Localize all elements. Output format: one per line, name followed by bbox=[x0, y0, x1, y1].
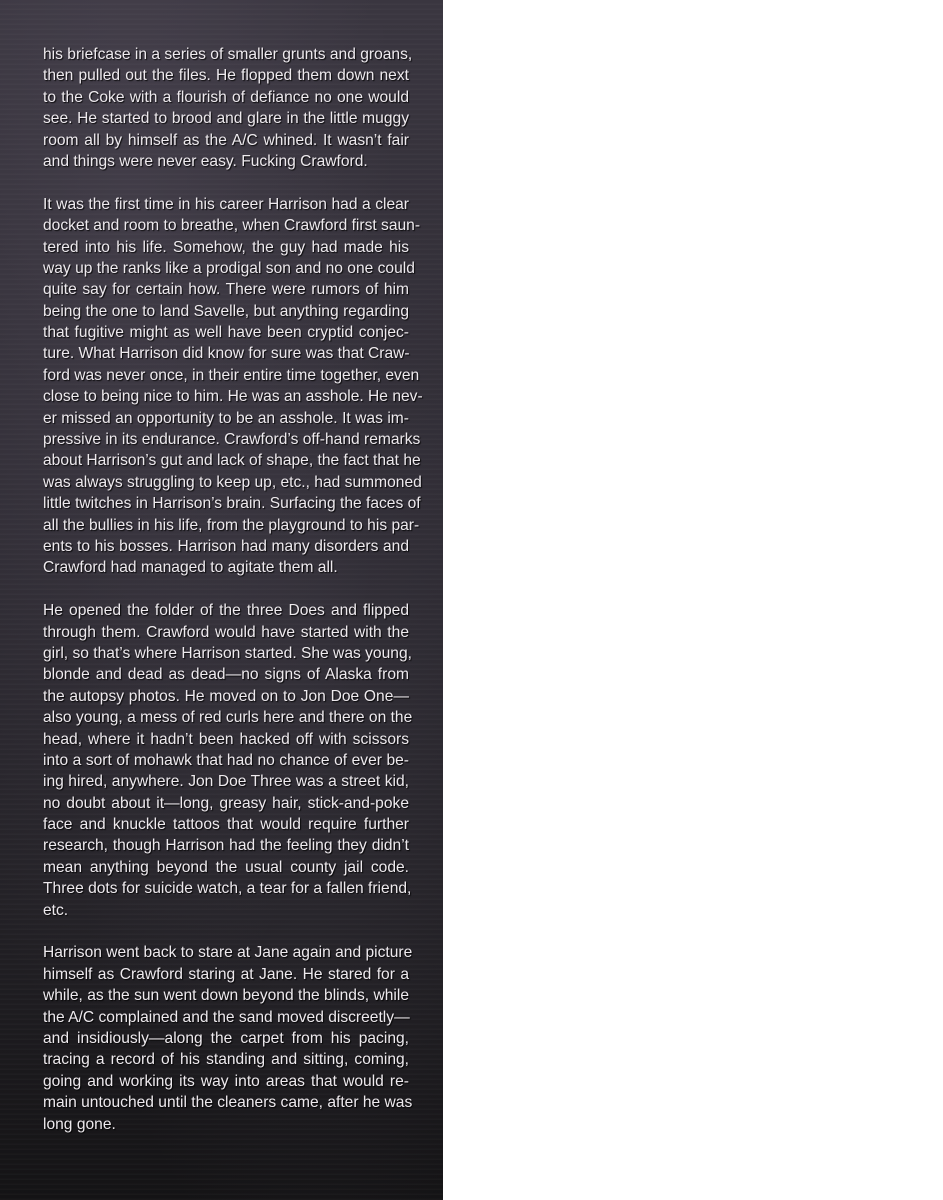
text-line: room all by himself as the A/C whined. It wasn’t fair bbox=[43, 131, 409, 149]
text-line: into a sort of mohawk that had no chance of ever be- bbox=[43, 751, 409, 769]
text-line: He opened the folder of the three Does and flipped bbox=[43, 602, 409, 620]
text-line: pressive in its endurance. Crawford’s off-hand remarks bbox=[43, 431, 421, 449]
text-line: himself as Crawford staring at Jane. He stared for a bbox=[43, 965, 409, 983]
text-line: the A/C complained and the sand moved discreetly— bbox=[43, 1008, 410, 1026]
text-line: going and working its way into areas that would re- bbox=[43, 1072, 409, 1090]
text-line: through them. Crawford would have started with the bbox=[43, 623, 409, 641]
text-line: the autopsy photos. He moved on to Jon Doe One— bbox=[43, 687, 409, 705]
text-line: tracing a record of his standing and sitting, coming, bbox=[43, 1051, 409, 1069]
paragraph bbox=[43, 942, 413, 1135]
text-line: tered into his life. Somehow, the guy had made his bbox=[43, 238, 409, 256]
text-line: that fugitive might as well have been cryptid conjec- bbox=[43, 324, 409, 342]
text-line: face and knuckle tattoos that would require further bbox=[43, 816, 409, 834]
paragraph bbox=[43, 194, 423, 579]
text-line: little twitches in Harrison’s brain. Surfacing the faces of bbox=[43, 495, 421, 513]
text-line: no doubt about it—long, greasy hair, stick-and-poke bbox=[43, 794, 409, 812]
text-line: long gone. bbox=[43, 1115, 116, 1133]
text-line: being the one to land Savelle, but anything regarding bbox=[43, 302, 409, 320]
text-line: ents to his bosses. Harrison had many disorders and bbox=[43, 537, 409, 555]
text-line: was always struggling to keep up, etc., had summoned bbox=[43, 473, 422, 491]
paragraph bbox=[43, 600, 413, 921]
text-line: er missed an opportunity to be an asshole. It was im- bbox=[43, 409, 409, 427]
text-line: while, as the sun went down beyond the blinds, while bbox=[43, 987, 409, 1005]
text-line: main untouched until the cleaners came, after he was bbox=[43, 1094, 413, 1112]
text-line: his briefcase in a series of smaller grunts and groans, bbox=[43, 46, 413, 63]
text-line: mean anything beyond the usual county jail code. bbox=[43, 858, 409, 876]
text-line: also young, a mess of red curls here and there on the bbox=[43, 709, 413, 727]
text-line: and things were never easy. Fucking Crawford. bbox=[43, 152, 368, 170]
text-line: about Harrison’s gut and lack of shape, the fact that he bbox=[43, 452, 421, 470]
text-line: etc. bbox=[43, 901, 69, 919]
story-text bbox=[43, 44, 423, 1156]
text-line: It was the first time in his career Harrison had a clear bbox=[43, 195, 409, 213]
text-line: Crawford had managed to agitate them all. bbox=[43, 559, 338, 577]
text-line: all the bullies in his life, from the playground to his par- bbox=[43, 516, 420, 534]
text-line: ture. What Harrison did know for sure was that Craw- bbox=[43, 345, 410, 363]
text-line: close to being nice to him. He was an asshole. He nev- bbox=[43, 388, 423, 406]
dark-text-panel bbox=[0, 0, 443, 1200]
text-line: blonde and dead as dead—no signs of Alaska from bbox=[43, 666, 409, 684]
paragraph bbox=[43, 44, 413, 172]
text-line: and insidiously—along the carpet from his pacing, bbox=[43, 1029, 409, 1047]
text-line: research, though Harrison had the feeling they didn’t bbox=[43, 837, 409, 855]
text-line: quite say for certain how. There were rumors of him bbox=[43, 281, 409, 299]
text-line: Three dots for suicide watch, a tear for a fallen friend, bbox=[43, 880, 412, 898]
text-line: ford was never once, in their entire time together, even bbox=[43, 366, 420, 384]
text-line: see. He started to brood and glare in the little muggy bbox=[43, 110, 409, 128]
text-line: to the Coke with a flourish of defiance no one would bbox=[43, 88, 409, 106]
text-line: girl, so that’s where Harrison started. She was young, bbox=[43, 644, 412, 662]
text-line: Harrison went back to stare at Jane again and picture bbox=[43, 944, 413, 962]
text-line: then pulled out the files. He flopped them down next bbox=[43, 67, 409, 85]
text-line: way up the ranks like a prodigal son and no one could bbox=[43, 259, 415, 277]
text-line: ing hired, anywhere. Jon Doe Three was a street kid, bbox=[43, 773, 409, 791]
text-line: docket and room to breathe, when Crawford first saun- bbox=[43, 217, 421, 235]
text-line: head, where it hadn’t been hacked off with scissors bbox=[43, 730, 409, 748]
